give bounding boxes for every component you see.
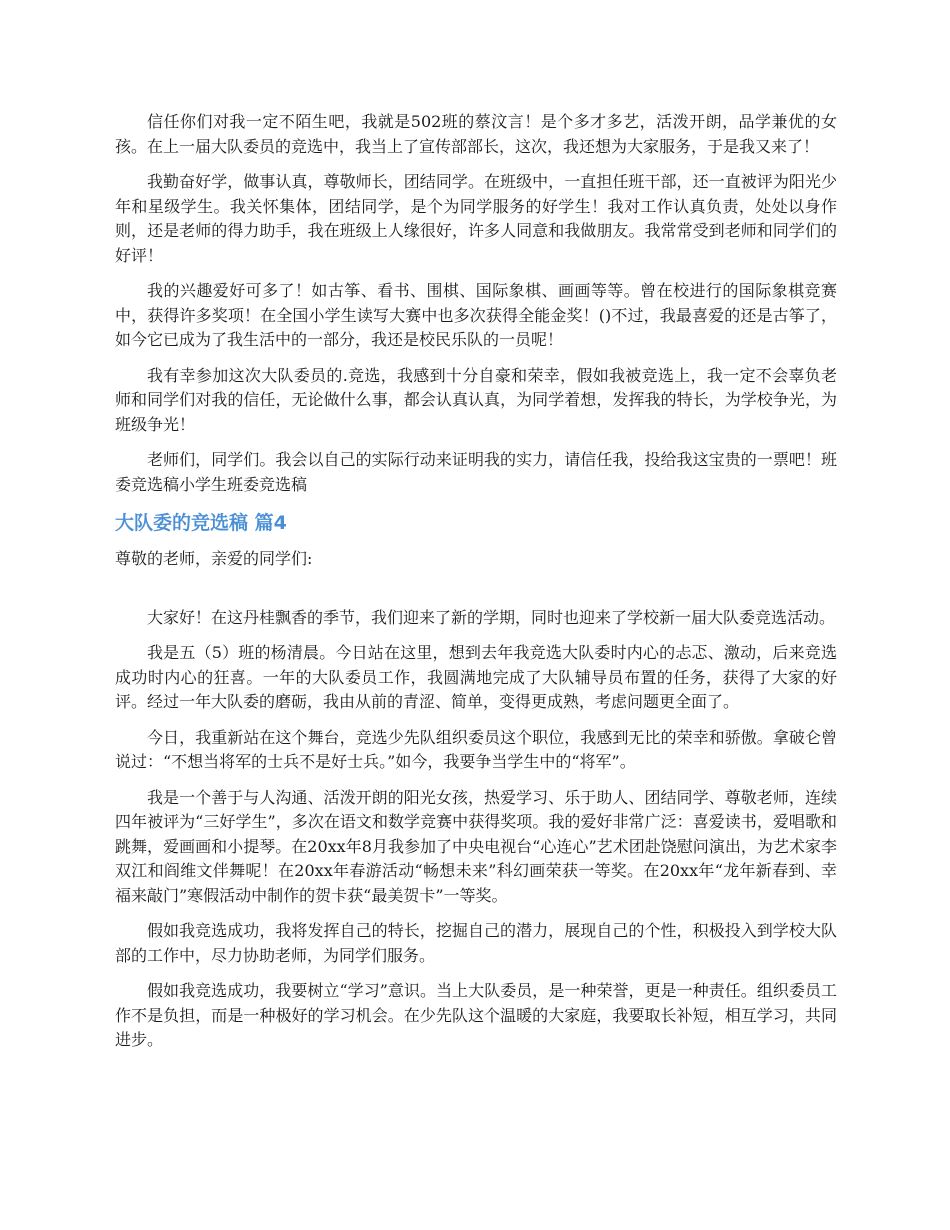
body-paragraph: 假如我竞选成功，我将发挥自己的特长，挖掘自己的潜力，展现自己的个性，积极投入到学校大队部的工作中，尽力协助老师，为同学们服务。 [115, 921, 837, 965]
body-paragraph: 老师们，同学们。我会以自己的实际行动来证明我的实力，请信任我，投给我这宝贵的一票吧！班委竞选稿小学生班委竞选稿 [115, 450, 837, 494]
body-paragraph: 信任你们对我一定不陌生吧，我就是502班的蔡汶言！是个多才多艺，活泼开朗，品学兼优的女孩。在上一届大队委员的竞选中，我当上了宣传部部长，这次，我还想为大家服务，于是我又来了！ [115, 112, 837, 156]
body-paragraph: 我的兴趣爱好可多了！如古筝、看书、围棋、国际象棋、画画等等。曾在校进行的国际象棋竞赛中，获得许多奖项！在全国小学生读写大赛中也多次获得全能金奖！()不过，我最喜爱的还是古筝了，如今它已成为了我生活中的一部分，我还是校民乐队的一员呢！ [115, 281, 837, 349]
body-paragraph: 我是一个善于与人沟通、活泼开朗的阳光女孩，热爱学习、乐于助人、团结同学、尊敬老师，连续四年被评为“三好学生”，多次在语文和数学竞赛中获得奖项。我的爱好非常广泛：喜爱读书，爱唱歌和跳舞，爱画画和小提琴。在20xx年8月我参加了中央电视台“心连心”艺术团赴饶慰问演出，为艺术家李双江和阎维文伴舞呢！在20xx年春游活动“畅想未来”科幻画荣获一等奖。在20xx年“龙年新春到、幸福来敲门”寒假活动中制作的贺卡获“最美贺卡”一等奖。 [115, 787, 837, 905]
document-page [115, 110, 837, 1064]
body-paragraph: 我是五（5）班的杨清晨。今日站在这里，想到去年我竞选大队委时内心的忐忑、激动，后来竞选成功时内心的狂喜。一年的大队委员工作，我圆满地完成了大队辅导员布置的任务，获得了大家的好评。经过一年大队委的磨砺，我由从前的青涩、简单，变得更成熟，考虑问题更全面了。 [115, 643, 837, 711]
salutation: 尊敬的老师，亲爱的同学们: [115, 549, 313, 568]
body-paragraph: 假如我竞选成功，我要树立“学习”意识。当上大队委员，是一种荣誉，更是一种责任。组织委员工作不是负担，而是一种极好的学习机会。在少先队这个温暖的大家庭，我要取长补短，相互学习，共同进步。 [115, 981, 837, 1049]
section-heading: 大队委的竞选稿 篇4 [115, 512, 287, 534]
body-paragraph: 我勤奋好学，做事认真，尊敬师长，团结同学。在班级中，一直担任班干部，还一直被评为阳光少年和星级学生。我关怀集体，团结同学，是个为同学服务的好学生！我对工作认真负责，处处以身作则，还是老师的得力助手，我在班级上人缘很好，许多人同意和我做朋友。我常常受到老师和同学们的好评！ [115, 172, 837, 265]
body-paragraph: 我有幸参加这次大队委员的.竞选，我感到十分自豪和荣幸，假如我被竞选上，我一定不会辜负老师和同学们对我的信任，无论做什么事，都会认真认真，为同学着想，发挥我的特长，为学校争光，为班级争光！ [115, 365, 837, 434]
body-paragraph: 大家好！在这丹桂飘香的季节，我们迎来了新的学期，同时也迎来了学校新一届大队委竞选活动。 [147, 607, 836, 627]
body-paragraph: 今日，我重新站在这个舞台，竞选少先队组织委员这个职位，我感到无比的荣幸和骄傲。拿破仑曾说过：“不想当将军的士兵不是好士兵。”如今，我要争当学生中的“将军”。 [115, 727, 837, 771]
